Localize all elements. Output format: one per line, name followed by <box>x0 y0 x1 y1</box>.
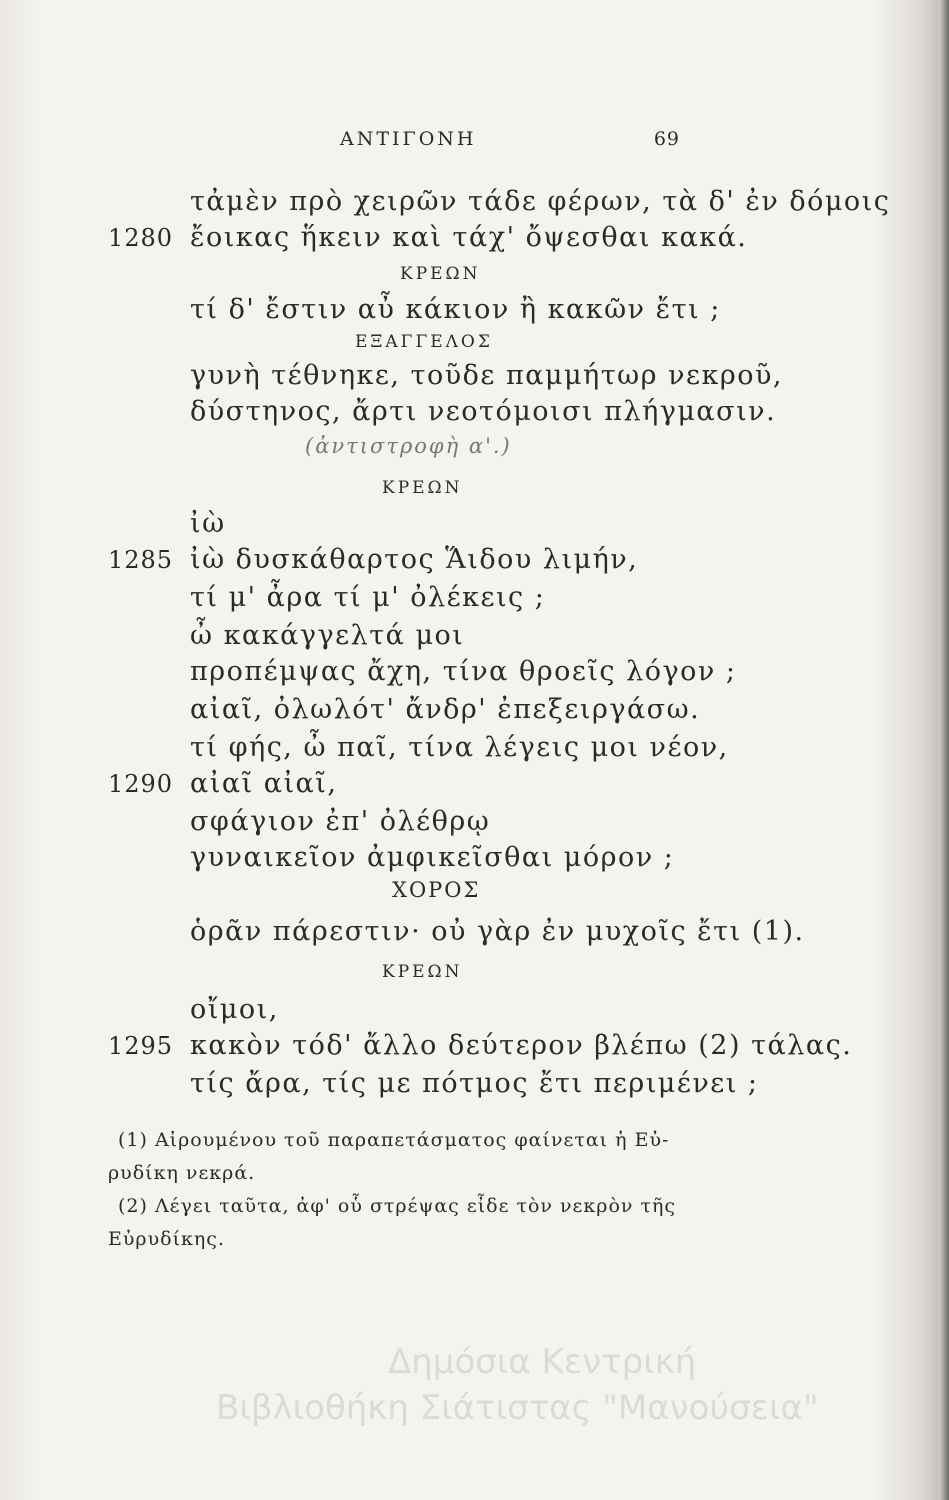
verse-text: αἰαῖ αἰαῖ, <box>190 768 338 799</box>
verse-text: τίς ἄρα, τίς με πότμος ἔτι περιμένει ; <box>190 1068 759 1099</box>
speaker-name: ΕΞΑΓΓΕΛΟΣ <box>355 332 493 352</box>
footnotes <box>108 1124 788 1256</box>
running-title: ΑΝΤΙΓΟΝΗ <box>340 128 477 150</box>
verse-text: τί δ' ἔστιν αὖ κάκιον ἢ κακῶν ἔτι ; <box>190 294 721 325</box>
footnote-line: (2) Λέγει ταῦτα, ἀφ' οὗ στρέψας εἶδε τὸν νεκρὸν τῆς <box>118 1195 677 1217</box>
line-number: 1290 <box>108 770 174 798</box>
verse-text: προπέμψας ἄχη, τίνα θροεῖς λόγον ; <box>190 656 737 687</box>
line-number: 1295 <box>108 1032 174 1060</box>
speaker-name: ΧΟΡΟΣ <box>392 878 481 902</box>
line-number: 1280 <box>108 224 174 252</box>
running-header <box>340 128 680 158</box>
verse-text: ἰὼ <box>190 508 226 539</box>
verse-text: αἰαῖ, ὀλωλότ' ἄνδρ' ἐπεξειργάσω. <box>190 694 701 725</box>
page-number: 69 <box>653 128 680 150</box>
footnote-line: Εὐρυδίκης. <box>108 1228 225 1250</box>
library-watermark-line-2: Βιβλιοθήκη Σιάτιστας "Μανούσεια" <box>216 1388 819 1428</box>
verse-text: ἰὼ δυσκάθαρτος Ἅιδου λιμήν, <box>190 544 639 575</box>
line-number: 1285 <box>108 546 174 574</box>
verse-text: κακὸν τόδ' ἄλλο δεύτερον βλέπω (2) τάλας. <box>190 1030 853 1061</box>
verse-text: γυναικεῖον ἀμφικεῖσθαι μόρον ; <box>190 842 675 873</box>
verse-text: σφάγιον ἐπ' ὀλέθρῳ <box>190 806 491 837</box>
verse-text: ἔοικας ἥκειν καὶ τάχ' ὄψεσθαι κακά. <box>190 222 748 253</box>
verse-text: ὦ κακάγγελτά μοι <box>190 620 465 651</box>
speaker-name: ΚΡΕΩΝ <box>400 264 481 284</box>
speaker-name: ΚΡΕΩΝ <box>382 962 463 982</box>
library-watermark-line-1: Δημόσια Κεντρική <box>388 1342 697 1382</box>
footnote-line: (1) Αἰρουμένου τοῦ παραπετάσματος φαίνεται ἡ Εὐ- <box>118 1129 670 1151</box>
verse-text: δύστηνος, ἄρτι νεοτόμοισι πλήγμασιν. <box>190 396 777 427</box>
verse-text: γυνὴ τέθνηκε, τοῦδε παμμήτωρ νεκροῦ, <box>190 360 784 391</box>
verse-text: ὁρᾶν πάρεστιν· οὐ γὰρ ἐν μυχοῖς ἔτι (1). <box>190 916 805 947</box>
verse-text: τἀμὲν πρὸ χειρῶν τάδε φέρων, τὰ δ' ἐν δόμοις <box>190 186 891 217</box>
verse-text: τί μ' ἆρα τί μ' ὀλέκεις ; <box>190 582 546 613</box>
verse-text: οἴμοι, <box>190 994 279 1025</box>
verse-text: τί φής, ὦ παῖ, τίνα λέγεις μοι νέον, <box>190 732 729 763</box>
footnote-line: ρυδίκη νεκρά. <box>108 1162 256 1184</box>
section-heading: (ἀντιστροφὴ α'.) <box>305 434 512 458</box>
speaker-name: ΚΡΕΩΝ <box>382 478 463 498</box>
page-edge <box>939 0 949 1500</box>
